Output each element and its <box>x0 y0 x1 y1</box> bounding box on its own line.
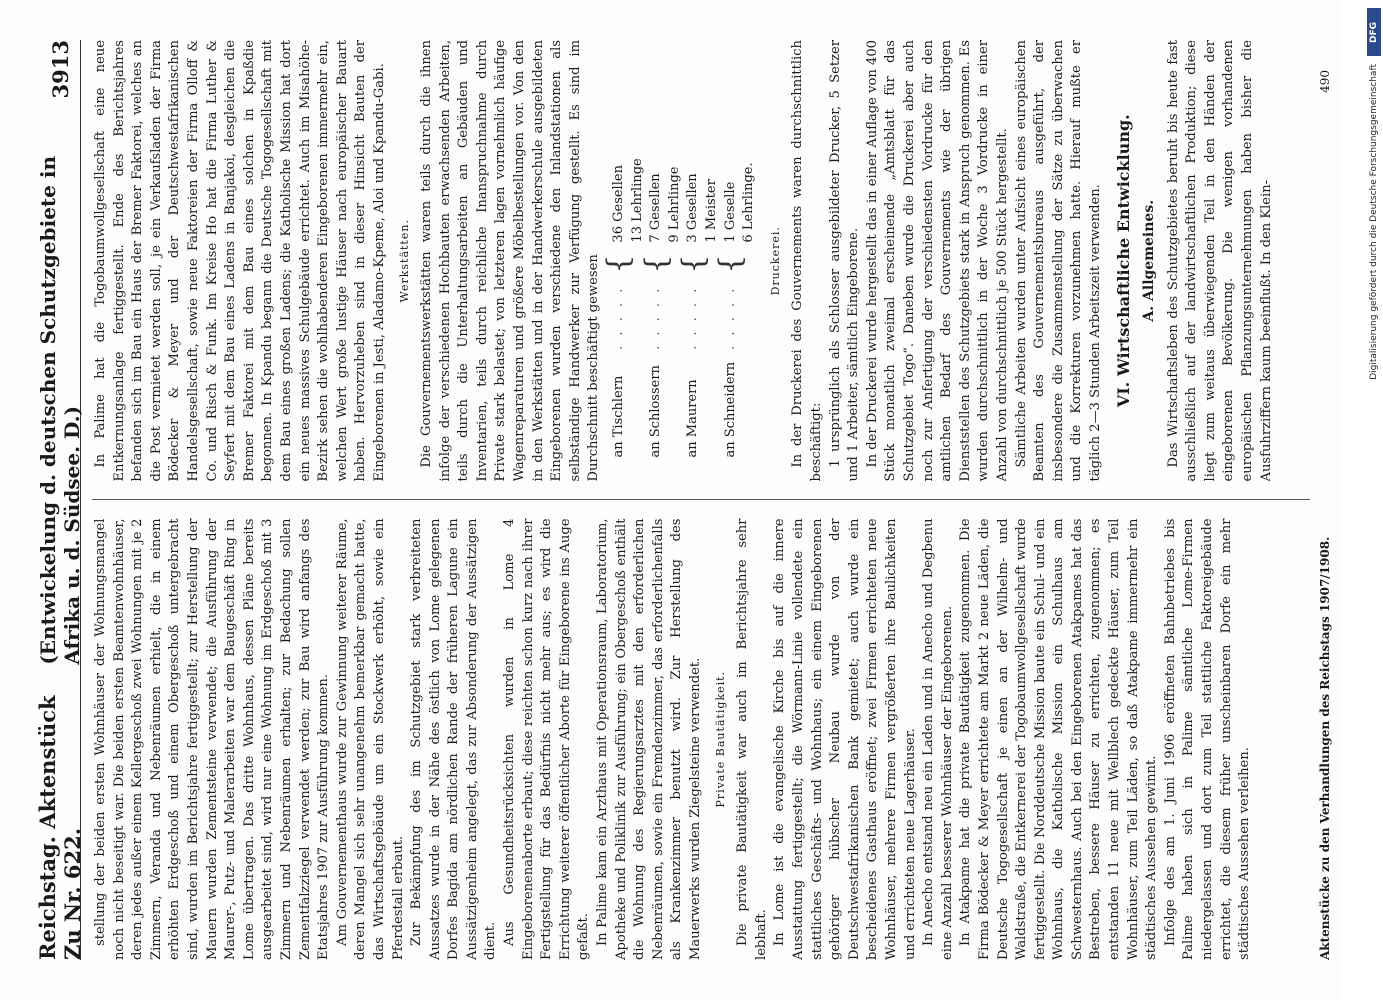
paragraph: Das Wirtschaftsleben des Schutzgebietes beruht bis heute fast ausschließlich auf der landwirtschaftlichen Produktion; diese liegt zum weitaus überwiegenden Teil in den Händen der eingeborenen Bevölkerung. Die wenigen vorhandenen europäischen Pflanzungsunternehmungen haben bisher die Ausfuhrziffern kaum beeinflußt. In den Klein- <box>1165 40 1274 482</box>
craft-count: 1 Geselle <box>722 181 738 243</box>
craft-count: 6 Lehrlinge. <box>741 162 757 243</box>
craft-count: 1 Meister <box>704 179 719 243</box>
craft-count: 3 Gesellen <box>685 173 701 243</box>
leader-dots: . . . . . <box>722 285 738 350</box>
paragraph: In Palime hat die Togobaumwollgesellschaft eine neue Entkernungsanlage fertiggestellt. Ende des Berichtsjahres befanden sich im Bau ein Haus der Bremer Faktorei, welches an die Post vermietet werden soll, je ein Verkaufsladen der Firma Bödecker & Meyer und der Deutschwestafrikanischen Handelsgesellschaft, sowie neue Faktoreien der Firma Olloff & Co. und Risch & Funk. Im Kreise Ho hat die Firma Luther & Seyfert mit dem Bau eines Ladens in Banjakoi, desgleichen die Bremer Faktorei mit dem Bau eines solchen in Kpaßdie begonnen. In Kpandu begann die Deutsche Togogesellschaft mit dem Bau eines großen Ladens; die Katholische Mission hat dort ein neues massives Schulgebäude errichtet. Auch im Misahöhe-Bezirk sehen die wohlhabenderen Eingeborenen immermehr ein, welchen Wert große lustige Häuser nach europäischer Bauart haben. Hervorzuheben sind in dieser Hinsicht Bauten der Eingeborenen in Jesti, Aladamo-Kpeme, Aloi und Kpandu-Gabi. <box>93 40 387 482</box>
craft-trade <box>703 356 722 464</box>
craft-trade: an Maurern <box>685 379 701 458</box>
paragraph: Die private Bautätigkeit war auch im Berichtsjahre sehr lebhaft. <box>735 518 769 960</box>
paragraph: In der Druckerei des Gouvernements waren durchschnittlich beschäftigt: <box>790 40 824 482</box>
crafts-table <box>601 152 759 463</box>
subheading-press: Druckerei. <box>768 226 782 296</box>
leader-dots: . . . . . <box>685 285 701 350</box>
craft-trade <box>629 356 648 464</box>
subheading-private: Private Bautätigkeit. <box>713 670 727 808</box>
paragraph: Die Gouvernementswerkstätten waren teils durch die ihnen infolge der verschiedenen Hochbauten erwachsenden Arbeiten, teils durch die Unterhaltungsarbeiten an Gebäuden und Inventarien, teils durch reichliche Inanspruchnahme durch Private stark belastet; von letzteren lagen vornehmlich häufige Wagenreparaturen und größere Möbelbestellungen vor. Von den in den Werkstätten und in der Handwerkerschule ausgebildeten Eingeborenen wurden verschiedene den Inlandstationen als selbständige Handwerker zur Verfügung gestellt. Es sind im Durchschnitt beschäftigt gewesen <box>419 40 602 482</box>
paragraph: In Atakpame hat die private Bautätigkeit zugenommen. Die Firma Bödecker & Meyer errichtete am Markt 2 neue Läden, die Deutsche Togogesellschaft je einen an der Wilhelm- und Waldstraße, die Entkernerei der Togobaumwollgesellschaft wurde fertiggestellt. Die Norddeutsche Mission baute ein Schul- und ein Wohnhaus, die Katholische Mission ein Schulhaus am Schwesternhaus. Auch bei den Eingeborenen Atakpames hat das Bestreben, bessere Häuser zu errichten, zugenommen; es entstanden 11 neue mit Wellblech gedeckte Häuser, zum Teil Wohnhäuser, zum Teil Läden, so daß Atakpame immermehr ein städtisches Aussehen gewinnt. <box>958 518 1160 960</box>
paragraph: Am Gouvernementhaus wurde zur Gewinnung weiterer Räume, deren Mangel sich sehr unangenehm bemerkbar gemacht hatte, das Wirtschaftsgebäude um ein Stockwerk erhöht, sowie ein Pferdestall erbaut. <box>334 518 406 960</box>
crafts-row <box>666 152 685 463</box>
digitization-credit: Digitalisierung gefördert durch die Deutsche Forschungsgemeinschaft <box>1369 64 1379 380</box>
craft-trade: an Schneidern <box>722 361 738 458</box>
craft-count: 36 Gesellen <box>611 165 627 243</box>
craft-trade: an Schlossern <box>648 365 664 458</box>
paragraph: In der Druckerei wurde hergestellt das in einer Auflage von 400 Stück monatlich zweimal erscheinende „Amtsblatt für das Schutzgebiet Togo“. Daneben wurde die Druckerei aber auch noch zur Anfertigung der verschiedensten Vordrucke für den amtlichen Bedarf des Gouvernements wie der übrigen Dienststellen des Schutzgebiets stark in Anspruch genommen. Es wurden durchschnittlich in der Woche 3 Vordrucke in einer Anzahl von durchschnittlich je 500 Stück hergestellt. <box>864 40 1010 482</box>
right-column <box>92 40 1310 482</box>
craft-trade <box>666 356 685 464</box>
leader-dots: . . . . . <box>648 285 664 350</box>
brace: { <box>712 254 748 274</box>
crafts-row <box>684 152 703 463</box>
brace: { <box>638 254 674 274</box>
left-column <box>92 519 1310 961</box>
paragraph: Zur Bekämpfung des im Schutzgebiet stark verbreiteten Aussatzes wurde in der Nähe des östlich von Lome gelegenen Dorfes Bagida am nördlichen Rande der früheren Lagune ein Aussätzigenheim angelegt, das zur Absonderung der Aussätzigen dient. <box>409 518 499 960</box>
subsection-heading: A. Allgemeines. <box>1141 199 1158 322</box>
crafts-row <box>740 152 759 463</box>
paragraph: stellung der beiden ersten Wohnhäuser der Wohnungsmangel noch nicht beseitigt war. Die beiden ersten Beamtenwohnhäuser, deren jedes außer einem Kellergeschoß zwei Wohnungen mit je 2 Zimmern, Veranda und Nebenräumen erhielt, die in einem erhöhten Erdgeschoß und einem Obergeschoß untergebracht sind, wurden im Berichtsjahre fertiggestellt; zur Herstellung der Mauern wurden Zementsteine verwendet; die Ausführung der Maurer-, Putz- und Malerarbeiten war dem Baugeschäft Ring in Lome übertragen. Das dritte Wohnhaus, dessen Pläne bereits ausgearbeitet sind, wird nur eine Wohnung im Erdgeschoß mit 3 Zimmern und Nebenräumen erhalten; zur Bedachung sollen Zementfalzziegel verwendet werden; zur Bau wird anfangs des Etatsjahres 1907 zur Ausführung kommen. <box>93 518 332 960</box>
subheading-workshops: Werkstätten. <box>397 219 411 303</box>
leader-dots <box>703 280 722 356</box>
paragraph: Infolge des am 1. Juni 1906 eröffneten Bahnbetriebes bis Palime haben sich in Palime sämtliche Lome-Firmen niedergelassen und dort zum Teil stattliche Faktoreigebäude errichtet, die diesem früher unscheinbaren Dorfe ein mehr städtisches Aussehen verleihen. <box>1162 518 1253 960</box>
running-header <box>35 40 85 960</box>
paragraph: In Palime kam ein Arzthaus mit Operationsraum, Laboratorium, Apotheke und Poliklinik zur Ausführung; ein Obergeschoß enthält die Wohnung des Regierungsarztes mit den erforderlichen Nebenräumen, sowie ein Fremdenzimmer, das erforderlichenfalls als Krankenzimmer benutzt wird. Zur Herstellung des Mauerwerks wurden Ziegelsteine verwendet. <box>595 518 703 960</box>
leader-dots <box>666 280 685 356</box>
crafts-row <box>722 152 741 463</box>
dfg-logo: DFG <box>1367 8 1381 56</box>
footer-page-number: 490 <box>1318 70 1332 93</box>
crafts-row <box>703 152 722 463</box>
paragraph: In Anecho entstand neu ein Laden und in Anecho und Degbenu eine Anzahl besserer Wohnhäuser der Eingeborenen. <box>921 518 955 960</box>
craft-trade: an Tischlern <box>611 375 627 458</box>
craft-trade <box>740 356 759 464</box>
crafts-row <box>629 152 648 463</box>
paragraph: Sämtliche Arbeiten wurden unter Aufsicht eines europäischen Beamten des Gouvernementsbureaus ausgeführt, der insbesondere die Zusammenstellung der Sätze zu überwachen und die Korrekturen vorzunehmen hatte. Hierauf mußte er täglich 2—3 Stunden Arbeitszeit verwenden. <box>1013 40 1103 482</box>
paragraph: In Lome ist die evangelische Kirche bis auf die innere Ausstattung fertiggestellt; die Wörmann-Linie vollendete ein stattliches Geschäfts- und Wohnhaus; ein einem Eingeborenen gehöriger hübscher Neubau wurde von der Deutschwestafrikanischen Bank gemietet; auch wurde ein bescheidenes Gasthaus eröffnet; zwei Firmen errichteten neue Wohnhäuser, mehrere Firmen vergrößerten ihre Baulichkeiten und errichteten neue Lagerhäuser. <box>772 518 918 960</box>
brace: { <box>675 254 711 274</box>
leader-dots <box>629 280 648 356</box>
section-heading: VI. Wirtschaftliche Entwicklung. <box>1114 114 1134 408</box>
crafts-row <box>610 152 629 463</box>
brace: { <box>601 254 637 274</box>
header-title: (Entwickelung d. deutschen Schutzgebiete in Afrika u. d. Südsee. D.) <box>36 156 84 665</box>
footer-note: Aktenstücke zu den Verhandlungen des Reichstags 1907/1908. <box>1318 536 1332 960</box>
header-page-number: 3913 <box>47 40 73 99</box>
paragraph: 1 ursprünglich als Schlosser ausgebildeter Drucker, 5 Setzer und 1 Arbeiter, sämtlich Eingeborene. <box>827 40 862 482</box>
dfg-sidebar <box>1365 0 1383 1000</box>
paragraph: Aus Gesundheitsrücksichten wurden in Lome 4 Eingeborenenaborte erbaut; diese reichten schon kurz nach ihrer Fertigstellung für das Bedürfnis nicht mehr aus; es wird die Errichtung weiterer öffentlicher Aborte für Eingeborene ins Auge gefaßt. <box>502 518 592 960</box>
craft-count: 13 Lehrlinge <box>629 158 645 243</box>
column-divider <box>92 500 1310 501</box>
crafts-row <box>647 152 666 463</box>
leader-dots <box>740 280 759 356</box>
leader-dots: . . . . . <box>611 285 627 350</box>
craft-count: 9 Lehrlinge <box>666 166 682 243</box>
header-left: Reichstag. Aktenstück Zu Nr. 622. <box>35 695 85 960</box>
craft-count: 7 Gesellen <box>648 173 664 243</box>
